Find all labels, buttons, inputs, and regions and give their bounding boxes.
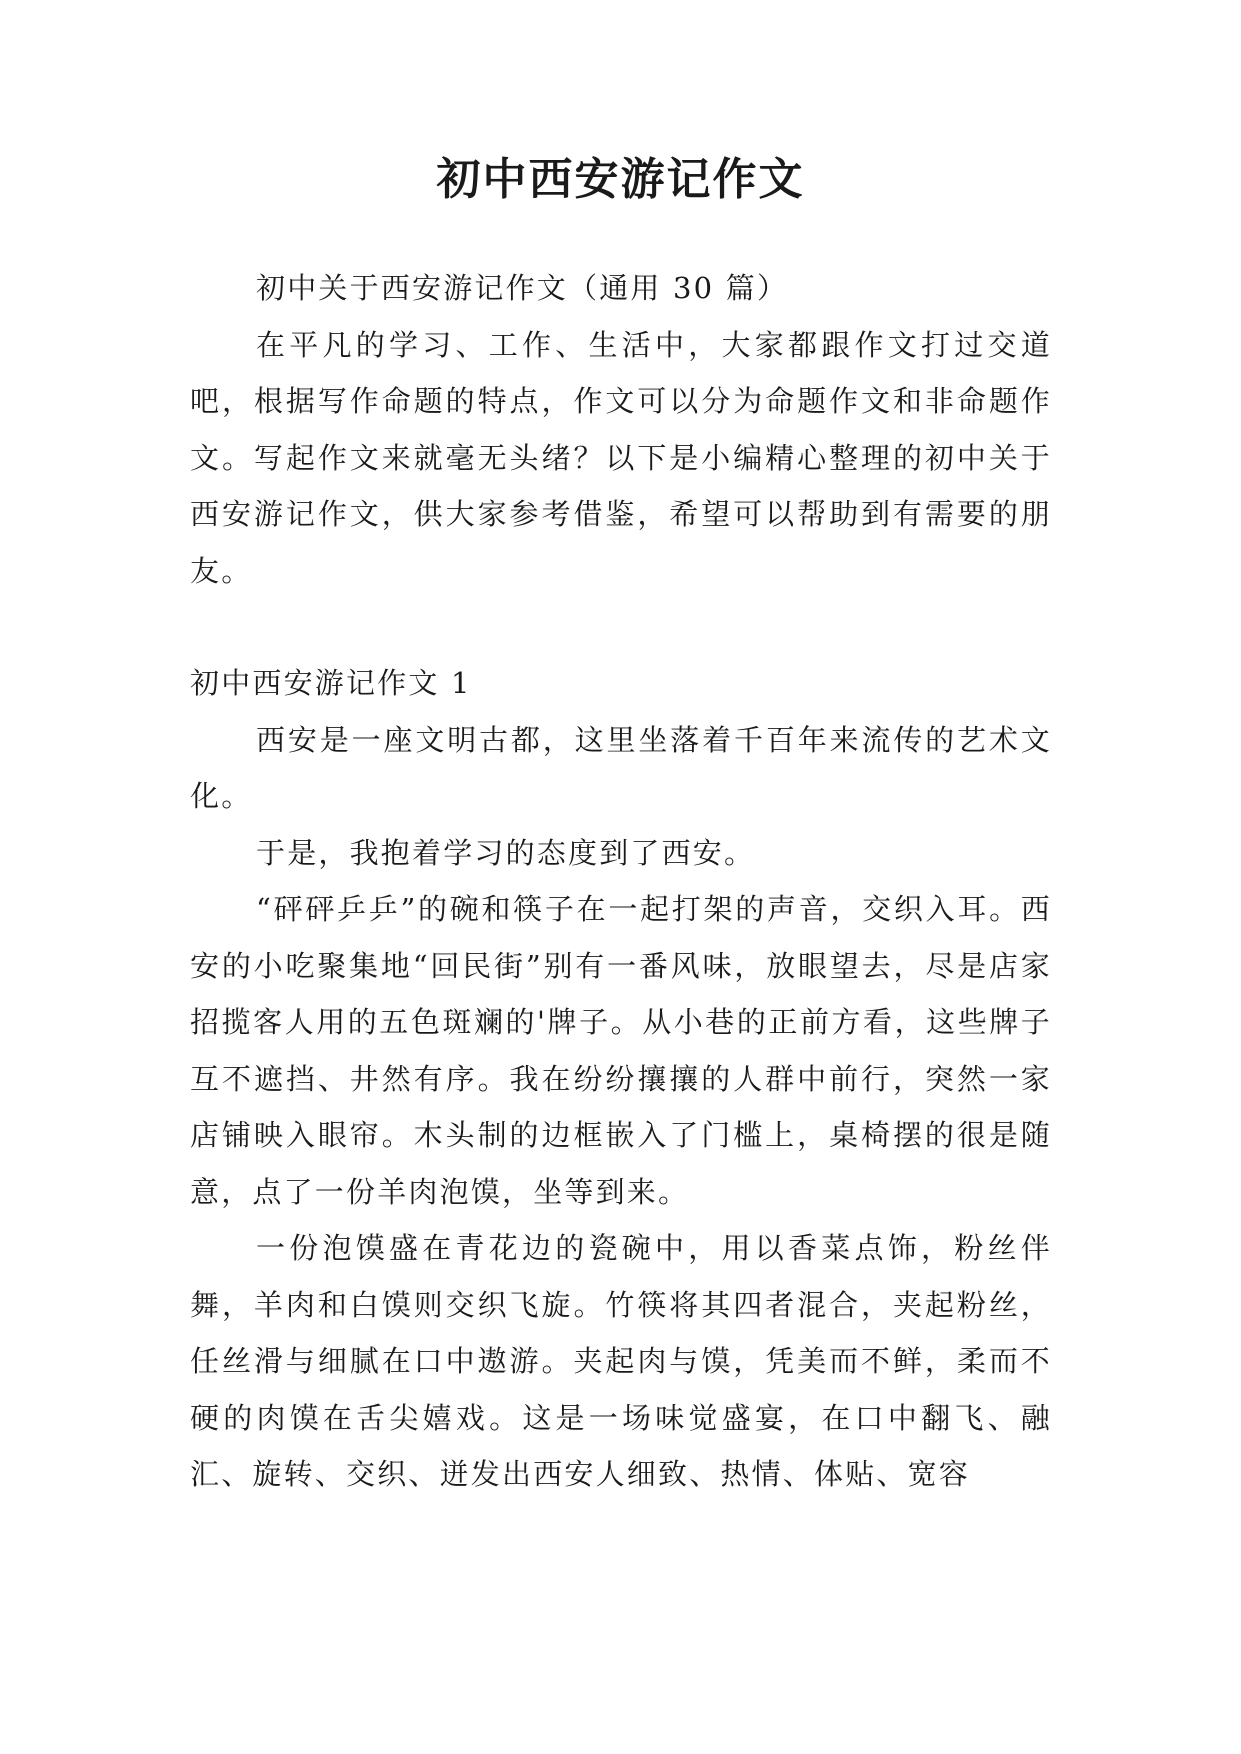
body-paragraph-3: “砰砰乒乒”的碗和筷子在一起打架的声音，交织入耳。西安的小吃聚集地“回民街”别有一番风味，放眼望去，尽是店家招揽客人用的五色斑斓的'牌子。从小巷的正前方看，这些牌子互不遮挡、井然有序。我在纷纷攘攘的人群中前行，突然一家店铺映入眼帘。木头制的边框嵌入了门槛上，桌椅摆的很是随意，点了一份羊肉泡馍，坐等到来。 xyxy=(190,892,1052,1209)
document-subtitle: 初中关于西安游记作文（通用 30 篇） xyxy=(256,271,789,305)
document-title: 初中西安游记作文 xyxy=(436,154,805,205)
section-heading: 初中西安游记作文 1 xyxy=(190,666,472,700)
intro-paragraph: 在平凡的学习、工作、生活中，大家都跟作文打过交道吧，根据写作命题的特点，作文可以分为命题作文和非命题作文。写起作文来就毫无头绪？以下是小编精心整理的初中关于西安游记作文，供大家参考借鉴，希望可以帮助到有需要的朋友。 xyxy=(190,327,1052,588)
document-body xyxy=(190,260,1052,1503)
body-paragraph-4: 一份泡馍盛在青花边的瓷碗中，用以香菜点饰，粉丝伴舞，羊肉和白馍则交织飞旋。竹筷将其四者混合，夹起粉丝，任丝滑与细腻在口中遨游。夹起肉与馍，凭美而不鲜，柔而不硬的肉馍在舌尖嬉戏。这是一场味觉盛宴，在口中翻飞、融汇、旋转、交织、迸发出西安人细致、热情、体贴、宽容 xyxy=(190,1231,1052,1491)
body-paragraph-2: 于是，我抱着学习的态度到了西安。 xyxy=(256,835,756,870)
body-paragraph-1: 西安是一座文明古都，这里坐落着千百年来流传的艺术文化。 xyxy=(190,722,1052,813)
